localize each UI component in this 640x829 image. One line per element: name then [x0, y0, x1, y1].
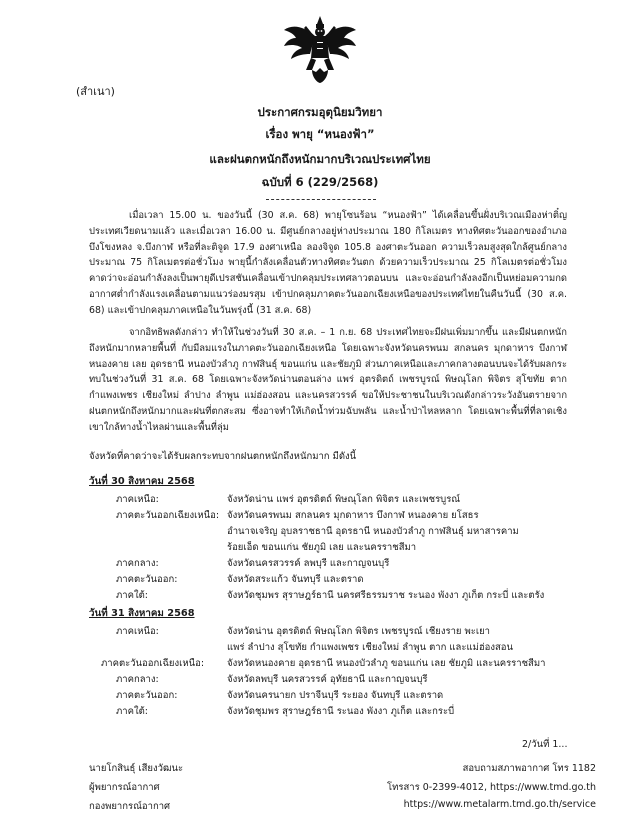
region-provinces: จังหวัดนครสวรรค์ ลพบุรี และกาญจนบุรี — [227, 558, 390, 569]
region-provinces: จังหวัดนครพนม สกลนคร มุกดาหาร บึงกาฬ หนองคาย ยโสธร — [227, 510, 479, 521]
signer-title: ผู้พยากรณ์อากาศ — [89, 782, 160, 793]
affected-provinces-lead: จังหวัดที่คาดว่าจะได้รับผลกระทบจากฝนตกหนักถึงหนักมาก มีดังนี้ — [89, 451, 357, 462]
date-heading: วันที่ 31 สิงหาคม 2568 — [89, 608, 195, 619]
region-label: ภาคกลาง: — [116, 674, 159, 685]
contact-service-link[interactable]: https://www.metalarm.tmd.go.th/service — [403, 799, 596, 810]
region-provinces: จังหวัดชุมพร สุราษฎร์ธานี นครศรีธรรมราช ระนอง พังงา ภูเก็ต กระบี่ และตรัง — [227, 590, 545, 601]
paragraph-impact: จากอิทธิพลดังกล่าว ทำให้ในช่วงวันที่ 30 ส.ค. – 1 ก.ย. 68 ประเทศไทยจะมีฝนเพิ่มมากขึ้น และมีฝนตกหนักถึงหนักมากหลายพื้นที่ กับมีลมแรงในภาคตะวันออกเฉียงเหนือ โดยเฉพาะจังหวัดนครพนม สกลนคร มุกดาหาร บึงกาฬ หนองคาย เลย อุดรธานี หนองบัวลำภู กาฬสินธุ์ ขอนแก่น และชัยภูมิ ส่วนภาคเหนือและภาคกลางตอนบนจะได้รับผลกระทบในช่วงวันที่ 31 ส.ค. 68 โดยเฉพาะจังหวัดน่านตอนล่าง แพร่ อุตรดิตถ์ เพชรบูรณ์ พิษณุโลก พิจิตร สุโขทัย ตาก กำแพงเพชร เชียงใหม่ ลำปาง ลำพูน แม่ฮ่องสอน และนครสวรรค์ ขอให้ประชาชนในบริเวณดังกล่าวระวังอันตรายจากฝนตกหนักถึงหนักมากและฝนที่ตกสะสม ซึ่งอาจทำให้เกิดน้ำท่วมฉับพลัน และน้ำป่าไหลหลาก โดยเฉพาะพื้นที่ที่ลาดเชิงเขาใกล้ทางน้ำไหลผ่านและพื้นที่ลุ่ม — [89, 327, 567, 433]
region-label: ภาคตะวันออกเฉียงเหนือ: — [101, 658, 205, 669]
region-label: ภาคใต้: — [116, 590, 148, 601]
signer-department: กองพยากรณ์อากาศ — [89, 801, 171, 812]
copy-label: (สำเนา) — [76, 85, 115, 98]
issue-number: ฉบับที่ 6 (229/2568) — [261, 175, 379, 189]
region-provinces: จังหวัดหนองคาย อุดรธานี หนองบัวลำภู ขอนแก่น เลย ชัยภูมิ และนครราชสีมา — [227, 658, 546, 669]
date-heading: วันที่ 30 สิงหาคม 2568 — [89, 476, 195, 487]
region-label: ภาคตะวันออก: — [116, 574, 178, 585]
header-divider — [266, 199, 376, 200]
subtitle-line: และฝนตกหนักถึงหนักมากบริเวณประเทศไทย — [209, 152, 431, 166]
contact-fax-website: โทรสาร 0-2399-4012, https://www.tmd.go.th — [387, 782, 596, 793]
paragraph-storm-status: เมื่อเวลา 15.00 น. ของวันนี้ (30 ส.ค. 68) พายุโซนร้อน “หนองฟ้า” ได้เคลื่อนขึ้นฝั่งบริเวณเมืองห่าติ๋ญ ประเทศเวียดนามแล้ว และเมื่อเวลา 16.00 น. มีศูนย์กลางอยู่ห่างประมาณ 180 กิโลเมตร ทางทิศตะวันออกของอำเภอบึงโขงหลง จ.บึงกาฬ หรือที่ละติจูด 17.9 องศาเหนือ ลองจิจูด 105.8 องศาตะวันออก ความเร็วลมสูงสุดใกล้ศูนย์กลางประมาณ 75 กิโลเมตรต่อชั่วโมง พายุนี้กำลังเคลื่อนตัวทางทิศตะวันตก ด้วยความเร็วประมาณ 25 กิโลเมตรต่อชั่วโมง คาดว่าจะอ่อนกำลังลงเป็นพายุดีเปรสชันเคลื่อนเข้าปกคลุมประเทศลาวตอนบน และจะอ่อนกำลังลงอีกเป็นหย่อมความกดอากาศต่ำกำลังแรงเคลื่อนตามแนวร่องมรสุม เข้าปกคลุมภาคตะวันออกเฉียงเหนือของประเทศไทยในคืนวันนี้ (30 ส.ค. 68) และเข้าปกคลุมภาคเหนือในวันพรุ่งนี้ (31 ส.ค. 68) — [89, 210, 567, 316]
region-provinces-continued: ร้อยเอ็ด ขอนแก่น ชัยภูมิ เลย และนครราชสีมา — [227, 542, 417, 553]
signer-name: นายโกสินธุ์ เสียงวัฒนะ — [89, 763, 184, 774]
region-provinces: จังหวัดน่าน แพร่ อุตรดิตถ์ พิษณุโลก พิจิตร และเพชรบูรณ์ — [227, 494, 461, 505]
contact-phone: สอบถามสภาพอากาศ โทร 1182 — [462, 763, 596, 774]
region-provinces-continued: แพร่ ลำปาง สุโขทัย กำแพงเพชร เชียงใหม่ ลำพูน ตาก และแม่ฮ่องสอน — [227, 642, 513, 653]
region-provinces: จังหวัดชุมพร สุราษฎร์ธานี ระนอง พังงา ภูเก็ต และกระบี่ — [227, 706, 455, 717]
region-provinces: จังหวัดนครนายก ปราจีนบุรี ระยอง จันทบุรี และตราด — [227, 690, 444, 701]
region-provinces: จังหวัดสระแก้ว จันทบุรี และตราด — [227, 574, 364, 585]
page-continuation: 2/วันที่ 1... — [522, 739, 568, 750]
region-label: ภาคตะวันออก: — [116, 690, 178, 701]
agency-title: ประกาศกรมอุตุนิยมวิทยา — [257, 105, 383, 119]
region-label: ภาคตะวันออกเฉียงเหนือ: — [116, 510, 220, 521]
region-label: ภาคเหนือ: — [116, 494, 159, 505]
region-label: ภาคเหนือ: — [116, 626, 159, 637]
garuda-emblem-icon — [282, 14, 358, 84]
subject-line: เรื่อง พายุ “หนองฟ้า” — [265, 127, 375, 141]
region-label: ภาคกลาง: — [116, 558, 159, 569]
region-provinces: จังหวัดลพบุรี นครสวรรค์ อุทัยธานี และกาญจนบุรี — [227, 674, 428, 685]
region-provinces: จังหวัดน่าน อุตรดิตถ์ พิษณุโลก พิจิตร เพชรบูรณ์ เชียงราย พะเยา — [227, 626, 491, 637]
region-provinces-continued: อำนาจเจริญ อุบลราชธานี อุดรธานี หนองบัวลำภู กาฬสินธุ์ มหาสารคาม — [227, 526, 519, 537]
region-label: ภาคใต้: — [116, 706, 148, 717]
